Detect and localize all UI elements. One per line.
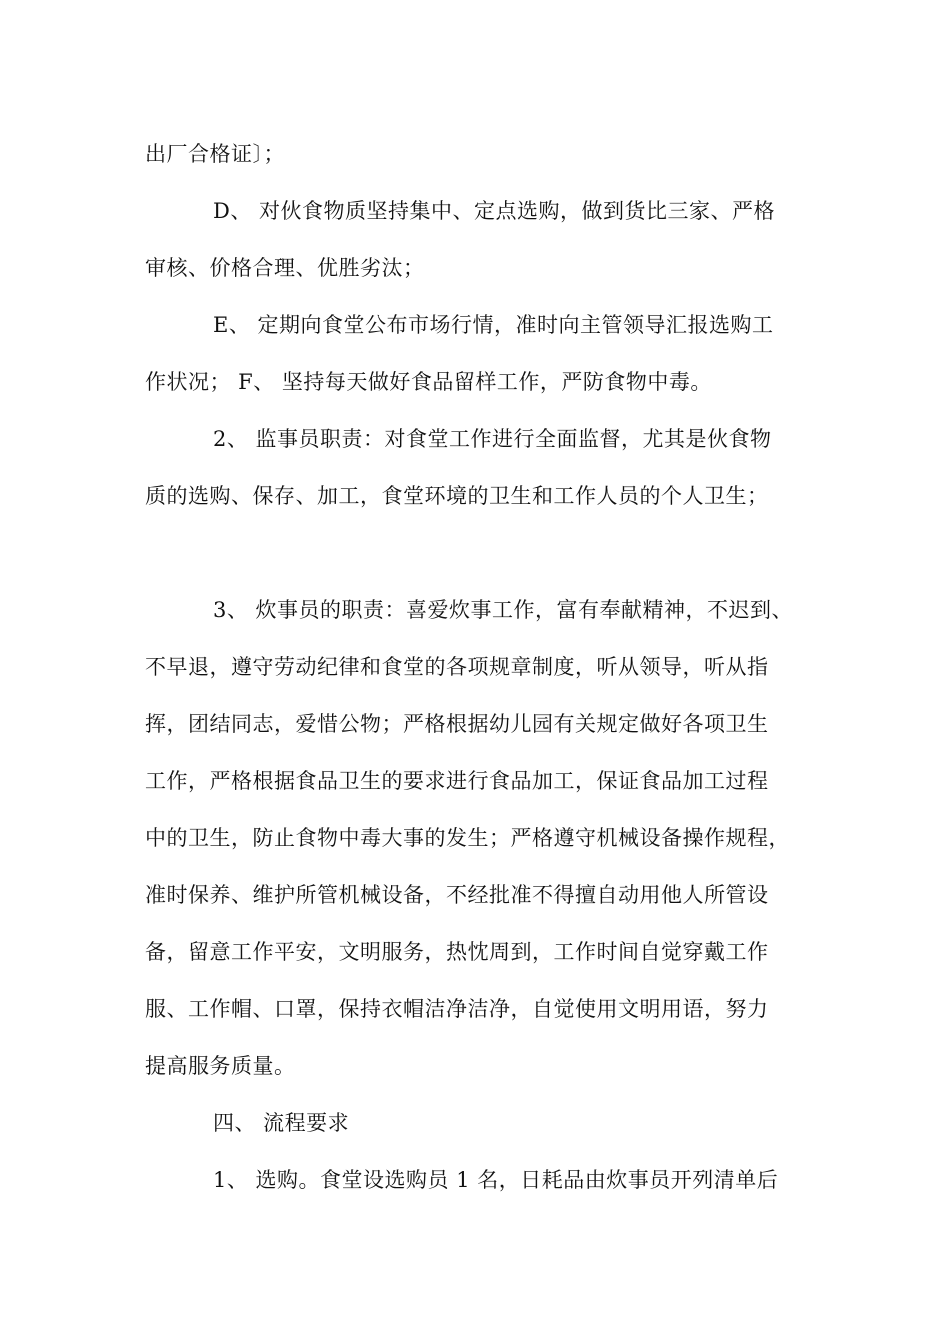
- text-line: 2、 监事员职责：对食堂工作进行全面监督，尤其是伙食物: [213, 427, 772, 451]
- text-line: 服、工作帽、口罩，保持衣帽洁净洁净，自觉使用文明用语，努力: [145, 997, 769, 1021]
- text-line: 工作，严格根据食品卫生的要求进行食品加工，保证食品加工过程: [145, 769, 769, 793]
- text-line: 1、 选购。食堂设选购员 1 名，日耗品由炊事员开列清单后: [213, 1168, 779, 1192]
- text-line: 提高服务质量。: [145, 1054, 296, 1078]
- text-line: 准时保养、维护所管机械设备，不经批准不得擅自动用他人所管设: [145, 883, 769, 907]
- text-line: 作状况； F、 坚持每天做好食品留样工作，严防食物中毒。: [145, 370, 712, 394]
- text-line: 3、 炊事员的职责：喜爱炊事工作，富有奉献精神，不迟到、: [213, 598, 794, 622]
- text-line: E、 定期向食堂公布市场行情，准时向主管领导汇报选购工: [213, 313, 774, 337]
- text-line: D、 对伙食物质坚持集中、定点选购，做到货比三家、严格: [213, 199, 776, 223]
- text-line: 出厂合格证〕；: [145, 142, 285, 166]
- text-line: 审核、价格合理、优胜劣汰；: [145, 256, 425, 280]
- text-line: 挥，团结同志，爱惜公物；严格根据幼儿园有关规定做好各项卫生: [145, 712, 769, 736]
- text-line: 中的卫生，防止食物中毒大事的发生；严格遵守机械设备操作规程，: [145, 826, 790, 850]
- section-heading: 四、 流程要求: [213, 1111, 350, 1135]
- text-line: 不早退，遵守劳动纪律和食堂的各项规章制度，听从领导，听从指: [145, 655, 769, 679]
- text-line: 备，留意工作平安，文明服务，热忱周到，工作时间自觉穿戴工作: [145, 940, 769, 964]
- text-line: 质的选购、保存、加工，食堂环境的卫生和工作人员的个人卫生；: [145, 484, 769, 508]
